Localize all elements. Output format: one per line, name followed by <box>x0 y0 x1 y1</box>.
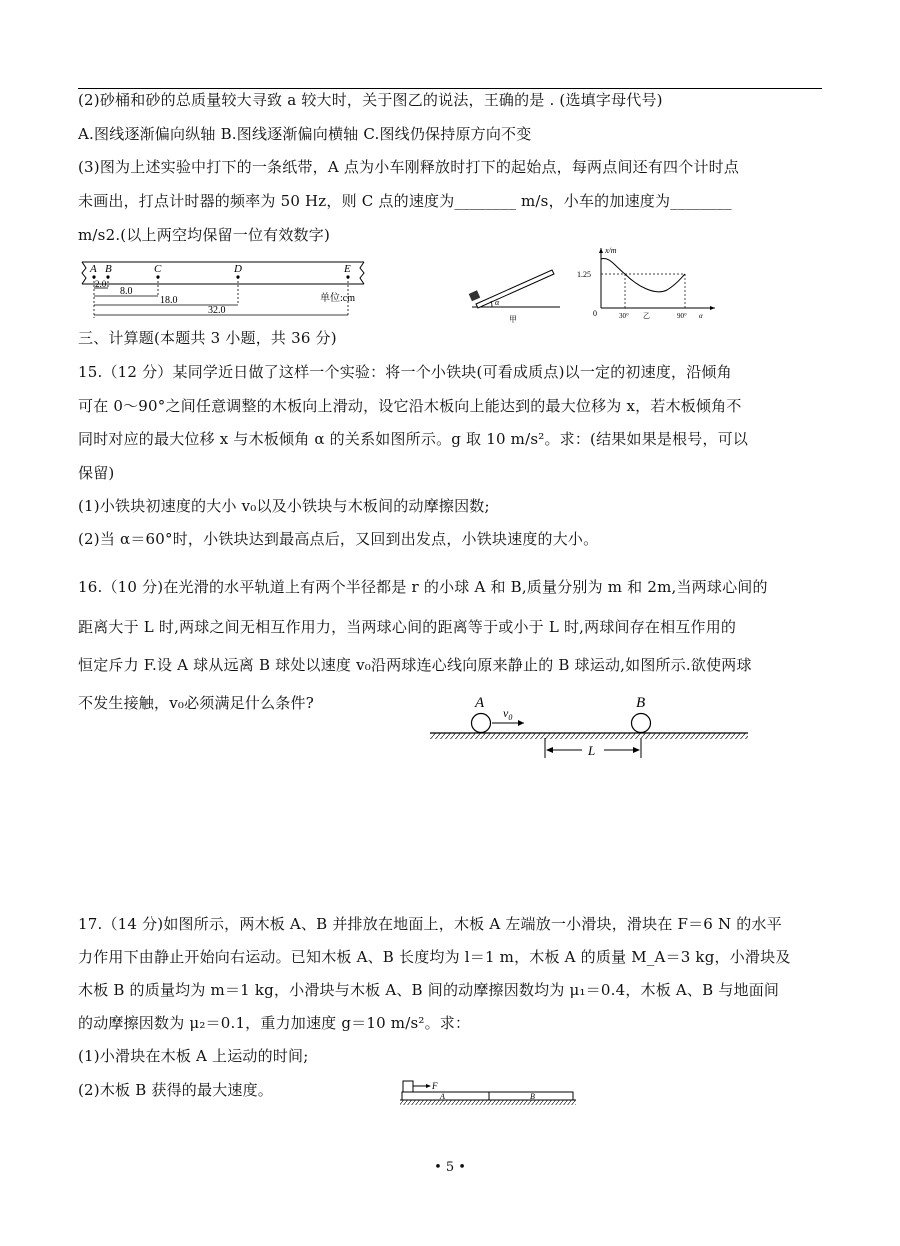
x-alpha-graph <box>575 244 725 324</box>
graph-xlabel: α <box>699 312 703 320</box>
tape-figure <box>80 258 370 324</box>
tape-point-a: A <box>90 263 97 275</box>
q2-3-line2: 未画出，打点计时器的频率为 50 Hz，则 C 点的速度为________ m/s，小车的加速度为________ <box>78 192 732 210</box>
graph-ylabel: x/m <box>605 246 617 255</box>
q2-3-line1: (3)图为上述实验中打下的一条纸带，A 点为小车刚释放时打下的起始点，每两点间还有四个计时点 <box>78 158 740 176</box>
graph-ytick: 1.25 <box>577 270 591 279</box>
tape-point-d: D <box>234 263 242 275</box>
graph-xtick-90: 90° <box>677 312 687 320</box>
page-number: • 5 • <box>434 1160 466 1175</box>
tape-dist-ab: 2.0 <box>95 279 107 289</box>
q2-3-line3: m/s2.(以上两空均保留一位有效数字) <box>78 226 330 244</box>
velocity-symbol: v <box>503 706 509 720</box>
incline-figure <box>462 262 562 330</box>
section-heading: 三、计算题(本题共 3 小题，共 36 分) <box>78 329 337 347</box>
tape-point-e: E <box>344 263 351 275</box>
graph-origin: 0 <box>593 309 597 318</box>
q17-line2: 力作用下由静止开始向右运动。已知木板 A、B 长度均为 l＝1 m，木板 A 的质量 M_A＝3 kg，小滑块及 <box>78 948 791 966</box>
board-a-label: A <box>440 1092 445 1101</box>
tape-dist-ac: 8.0 <box>120 286 133 297</box>
q17-line3: 木板 B 的质量均为 m＝1 kg，小滑块与木板 A、B 间的动摩擦因数均为 μ₁＝0.4，木板 A、B 与地面间 <box>78 981 780 999</box>
q15-line2: 可在 0～90°之间任意调整的木板向上滑动，设它沿木板向上能达到的最大位移为 x，若木板倾角不 <box>78 397 742 415</box>
q15-line4: 保留) <box>78 464 115 482</box>
force-label: F <box>432 1081 438 1091</box>
tape-point-b: B <box>105 263 112 275</box>
q15-line3: 同时对应的最大位移 x 与木板倾角 α 的关系如图所示。g 取 10 m/s²。求：(结果如果是根号，可以 <box>78 430 749 448</box>
velocity-label <box>503 706 512 722</box>
ball-b-label: B <box>636 695 646 711</box>
q16-line1: 16.（10 分)在光滑的水平轨道上有两个半径都是 r 的小球 A 和 B,质量分别为 m 和 2m,当两球心间的 <box>78 578 768 596</box>
two-balls-figure <box>428 688 750 770</box>
two-boards-figure <box>398 1072 580 1116</box>
graph-xtick-30: 30° <box>619 312 629 320</box>
q2-2-text: (2)砂桶和砂的总质量较大寻致 a 较大时，关于图乙的说法，王确的是 . (选填字母代号) <box>78 91 663 109</box>
tape-unit: 单位:cm <box>320 293 355 304</box>
distance-label: L <box>588 743 596 758</box>
q17-part1: (1)小滑块在木板 A 上运动的时间; <box>78 1047 309 1065</box>
tape-dist-ad: 18.0 <box>160 295 178 306</box>
q15-line1: 15.（12 分）某同学近日做了这样一个实验：将一个小铁块(可看成质点)以一定的初速度，沿倾角 <box>78 363 732 381</box>
tape-dist-ae: 32.0 <box>208 305 226 316</box>
graph-caption: 乙 <box>643 312 650 320</box>
velocity-subscript: 0 <box>508 713 513 722</box>
top-rule <box>78 88 822 89</box>
q15-part1: (1)小铁块初速度的大小 v₀以及小铁块与木板间的动摩擦因数; <box>78 497 490 515</box>
board-b-label: B <box>530 1092 535 1101</box>
incline-angle-label: α <box>495 298 500 307</box>
ball-a-label: A <box>475 695 485 711</box>
tape-point-c: C <box>154 263 162 275</box>
q15-part2: (2)当 α＝60°时，小铁块达到最高点后，又回到出发点，小铁块速度的大小。 <box>78 530 599 548</box>
incline-caption: 甲 <box>509 315 517 324</box>
q2-2-options: A.图线逐渐偏向纵轴 B.图线逐渐偏向横轴 C.图线仍保持原方向不变 <box>78 125 532 143</box>
q16-line2: 距离大于 L 时,两球之间无相互作用力，当两球心间的距离等于或小于 L 时,两球间存在相互作用的 <box>78 618 737 636</box>
q17-part2: (2)木板 B 获得的最大速度。 <box>78 1081 274 1099</box>
q17-line1: 17.（14 分)如图所示，两木板 A、B 并排放在地面上，木板 A 左端放一小滑块，滑块在 F＝6 N 的水平 <box>78 915 782 933</box>
q16-line3: 恒定斥力 F.设 A 球从远离 B 球处以速度 v₀沿两球连心线向原来静止的 B 球运动,如图所示.欲使两球 <box>78 656 752 674</box>
q17-line4: 的动摩擦因数为 μ₂＝0.1，重力加速度 g＝10 m/s²。求： <box>78 1014 471 1032</box>
q16-line4: 不发生接触，v₀必须满足什么条件? <box>78 694 314 712</box>
